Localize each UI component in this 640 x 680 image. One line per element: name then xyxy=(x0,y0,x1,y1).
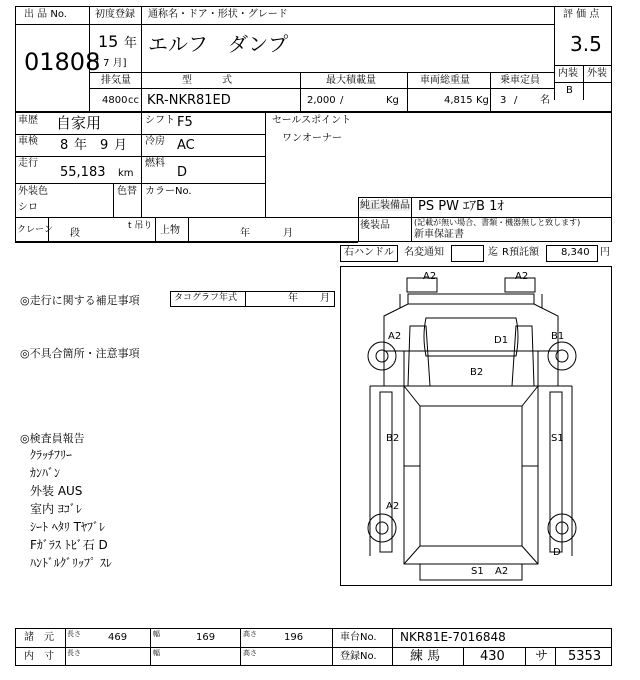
ac-label: 冷房 xyxy=(145,136,165,147)
mark-s1-rear: S1 xyxy=(471,566,484,577)
inspector-report-list xyxy=(30,446,112,572)
name-change-box xyxy=(451,245,484,262)
mark-a2-right-top: A2 xyxy=(515,271,529,282)
shift-value: F5 xyxy=(177,115,193,130)
after-parts-note: (記載が無い場合、書類・機器無しと致します) xyxy=(414,218,581,227)
inspection-year-unit: 年 xyxy=(74,138,88,153)
displacement-unit: cc xyxy=(128,95,139,106)
sales-point: ワンオーナー xyxy=(282,133,342,144)
inner-length-label: 長さ xyxy=(67,649,81,657)
tacho-year-unit: 年 xyxy=(288,293,298,304)
history-value: 自家用 xyxy=(56,114,102,132)
model-type-label: 型 式 xyxy=(182,75,232,86)
gvw-label: 車両総重量 xyxy=(420,75,470,86)
lift-year-unit: 年 xyxy=(240,228,250,239)
shift-label: シフト xyxy=(145,115,175,126)
exterior-label: 外装 xyxy=(587,68,607,79)
mark-b2-center: B2 xyxy=(470,367,484,378)
capacity-label: 乗車定員 xyxy=(500,75,540,86)
crane-stage-label: 段 xyxy=(70,228,80,239)
first-reg-month: [ 7 月] xyxy=(96,58,127,69)
chassis-value: NKR81E-7016848 xyxy=(400,630,506,644)
max-load-unit: Kg xyxy=(386,95,399,106)
capacity-slash: / xyxy=(514,95,518,106)
color-code-label: カラーNo. xyxy=(145,186,192,197)
recycle-amount: 8,340 xyxy=(561,247,590,258)
mark-a2-front-left: A2 xyxy=(388,331,402,342)
displacement: 4800 xyxy=(102,95,128,106)
color-change-label: 色替 xyxy=(117,186,137,197)
mileage-value: 55,183 xyxy=(60,165,106,180)
color-label: 外装色 xyxy=(18,186,48,197)
gvw: 4,815 xyxy=(444,95,473,106)
max-load-slash: / xyxy=(340,95,344,106)
after-parts-label: 後装品 xyxy=(360,220,390,231)
handle-value: 右ハンドル xyxy=(344,247,394,258)
inspector-item: Fｶﾞﾗｽ ﾄﾋﾞ石 D xyxy=(30,538,108,552)
lot-no: 01808 xyxy=(24,48,101,76)
height-label: 高さ xyxy=(243,630,257,638)
recycle-label: R預託額 xyxy=(502,247,539,258)
lift-month-unit: 月 xyxy=(283,228,293,239)
interior-label: 内装 xyxy=(558,68,578,79)
ac-value: AC xyxy=(177,138,195,153)
max-load-label: 最大積載量 xyxy=(326,75,376,86)
color-value: シロ xyxy=(18,202,38,213)
tacho-label: タコグラフ年式 xyxy=(174,293,238,303)
first-reg-label: 初度登録 xyxy=(95,9,135,20)
name-change-until: 迄 xyxy=(488,247,498,258)
displacement-label: 排気量 xyxy=(101,75,131,86)
interior-grade: B xyxy=(566,85,573,96)
width-label: 幅 xyxy=(153,630,160,638)
height-value: 196 xyxy=(284,632,304,643)
sales-point-label: セールスポイント xyxy=(272,115,352,126)
length-label: 長さ xyxy=(67,630,81,638)
inspector-item: ｶﾝﾊﾞﾝ xyxy=(30,466,61,480)
lot-no-label: 出 品 No. xyxy=(24,9,67,20)
inspector-report-label: ◎検査員報告 xyxy=(20,432,85,445)
registration-area: 練 馬 xyxy=(410,649,441,664)
dims-label: 諸 元 xyxy=(24,632,54,643)
mileage-unit: km xyxy=(118,168,134,179)
registration-number: 5353 xyxy=(568,649,602,664)
inspector-item: ﾊﾝﾄﾞﾙｸﾞﾘｯﾌﾟ ｽﾚ xyxy=(30,556,112,570)
registration-kana: サ xyxy=(535,649,549,664)
driving-notes-label: ◎走行に関する補足事項 xyxy=(20,294,140,307)
mark-d1: D1 xyxy=(494,335,509,346)
capacity-unit: 名 xyxy=(540,95,550,106)
recycle-unit: 円 xyxy=(600,247,610,258)
inspection-month: 9 xyxy=(100,138,109,153)
chassis-label: 車台No. xyxy=(340,632,377,643)
mark-b1: B1 xyxy=(551,331,565,342)
inspector-item: 室内 ﾖｺﾞﾚ xyxy=(30,502,82,516)
inspection-label: 車検 xyxy=(18,136,38,147)
capacity: 3 xyxy=(500,95,507,106)
truck-diagram xyxy=(340,266,612,586)
inner-dims-label: 内 寸 xyxy=(24,651,54,662)
gvw-unit: Kg xyxy=(476,95,489,106)
first-reg-year: 15 xyxy=(98,32,119,51)
max-load: 2,000 xyxy=(307,95,336,106)
equipment-label: 純正装備品 xyxy=(360,200,410,211)
tacho-month-unit: 月 xyxy=(320,293,330,304)
inspector-item: ｸﾗｯﾁﾌﾘｰ xyxy=(30,448,73,462)
mark-d-right: D xyxy=(553,547,561,558)
crane-label: クレーン xyxy=(17,225,53,235)
inspection-month-unit: 月 xyxy=(114,138,128,153)
length-value: 469 xyxy=(108,632,128,643)
inspector-item: 外装 AUS xyxy=(30,484,83,498)
defect-notes-label: ◎不具合箇所・注意事項 xyxy=(20,347,140,360)
inspection-year: 8 xyxy=(60,138,69,153)
equipment-value: PS PW ｴｱB 1ｵ xyxy=(418,199,504,214)
fuel-value: D xyxy=(177,165,188,180)
registration-class: 430 xyxy=(480,649,505,664)
inner-height-label: 高さ xyxy=(243,649,257,657)
lift-label: 上物 xyxy=(160,225,180,236)
name-change-label: 名変通知 xyxy=(404,247,444,258)
mark-s1-right: S1 xyxy=(551,433,564,444)
mark-b2-left: B2 xyxy=(386,433,400,444)
mark-a2-rear: A2 xyxy=(495,566,509,577)
registration-label: 登録No. xyxy=(340,651,377,662)
width-value: 169 xyxy=(196,632,216,643)
mark-a2-left-low: A2 xyxy=(386,501,400,512)
model-name: エルフ ダンプ xyxy=(148,32,289,56)
history-label: 車歴 xyxy=(18,115,38,126)
model-name-label: 通称名・ドア・形状・グレード xyxy=(148,9,288,20)
inner-width-label: 幅 xyxy=(153,649,160,657)
inspector-item: ｼｰﾄ ﾍﾀﾘ Tﾔﾌﾞﾚ xyxy=(30,520,105,534)
crane-hoist-label: t 吊り xyxy=(128,221,153,231)
fuel-label: 燃料 xyxy=(145,158,165,169)
first-reg-year-unit: 年 xyxy=(124,36,138,51)
mark-a2-left-top: A2 xyxy=(423,271,437,282)
mileage-label: 走行 xyxy=(18,158,38,169)
score: 3.5 xyxy=(570,32,602,56)
score-label: 評 価 点 xyxy=(563,9,600,20)
warranty: 新車保証書 xyxy=(414,229,464,240)
model-type: KR-NKR81ED xyxy=(147,93,231,108)
